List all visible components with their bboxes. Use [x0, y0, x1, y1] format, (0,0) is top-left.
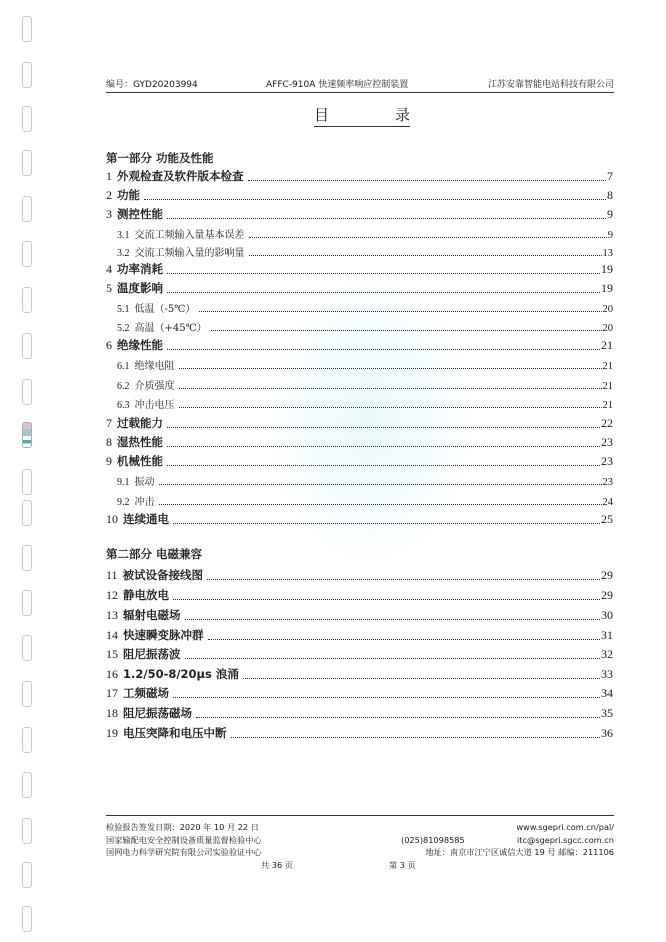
toc-entry[interactable]	[106, 627, 613, 643]
entry-label: 温度影响	[117, 281, 163, 295]
entry-label: 静电放电	[123, 588, 169, 602]
dot-leader	[167, 217, 606, 219]
binding-hole	[22, 635, 32, 661]
binding-hole	[22, 727, 32, 753]
entry-label: 冲击	[134, 497, 155, 508]
entry-page: 34	[601, 686, 613, 700]
entry-label: 介质强度	[134, 381, 175, 392]
entry-number: 6.3	[117, 400, 130, 411]
entry-number: 11	[106, 568, 118, 582]
dot-leader	[231, 736, 601, 738]
binding-hole	[22, 500, 32, 526]
issue-date: 检验报告签发日期：2020 年 10 月 22 日	[106, 822, 259, 832]
toc-entry[interactable]	[117, 318, 613, 334]
toc-entry[interactable]	[106, 261, 613, 277]
org-name-2: 国网电力科学研究院有限公司实验验证中心	[106, 847, 262, 857]
binding-hole	[22, 16, 32, 42]
dot-leader	[248, 179, 607, 181]
entry-page: 20	[602, 304, 613, 315]
entry-label: 电压突降和电压中断	[123, 726, 227, 740]
toc-entry[interactable]	[106, 685, 613, 701]
entry-number: 5.1	[117, 304, 130, 315]
phone-number: (025)81098585	[401, 835, 465, 845]
dot-leader	[173, 696, 600, 698]
dot-leader	[144, 198, 606, 200]
entry-label: 工频磁场	[123, 686, 169, 700]
dot-leader	[196, 716, 600, 718]
dot-leader	[173, 598, 600, 600]
page-number: 第 3 页	[389, 860, 416, 870]
entry-number: 9.2	[117, 497, 130, 508]
entry-number: 14	[106, 628, 118, 642]
toc-entry[interactable]	[106, 646, 613, 662]
dot-leader	[249, 236, 607, 238]
entry-label: 快速瞬变脉冲群	[123, 628, 204, 642]
binding-hole	[22, 196, 32, 222]
binding-hole	[22, 681, 32, 707]
binding-hole	[22, 469, 32, 495]
entry-label: 湿热性能	[117, 435, 163, 449]
entry-page: 32	[601, 647, 613, 661]
entry-number: 9.1	[117, 477, 130, 488]
entry-number: 1	[106, 169, 112, 183]
toc-entry[interactable]	[117, 376, 613, 392]
dot-leader	[179, 406, 602, 408]
entry-number: 19	[106, 726, 118, 740]
dot-leader	[173, 522, 600, 524]
binding-hole	[22, 772, 32, 798]
entry-number: 7	[106, 416, 112, 430]
toc-entry[interactable]	[106, 453, 613, 469]
entry-page: 25	[601, 512, 613, 526]
entry-number: 15	[106, 647, 118, 661]
dot-leader	[179, 387, 602, 389]
page-tab-marker	[22, 422, 32, 448]
dot-leader	[243, 677, 600, 679]
entry-number: 5	[106, 281, 112, 295]
report-number: 编号：GYD20203994	[106, 80, 198, 90]
entry-number: 18	[106, 706, 118, 720]
entry-number: 5.2	[117, 323, 130, 334]
toc-entry[interactable]	[117, 299, 613, 315]
toc-entry[interactable]	[106, 434, 613, 450]
entry-page: 7	[607, 169, 613, 183]
total-pages: 共 36 页	[261, 860, 293, 870]
entry-label: 冲击电压	[134, 400, 175, 411]
toc-entry[interactable]	[117, 225, 613, 241]
entry-page: 19	[601, 262, 613, 276]
toc-entry[interactable]	[106, 337, 613, 353]
binding-hole	[22, 241, 32, 267]
toc-entry[interactable]	[106, 607, 613, 623]
entry-page: 21	[601, 338, 613, 352]
binding-hole	[22, 333, 32, 359]
binding-hole	[22, 545, 32, 571]
entry-page: 30	[601, 608, 613, 622]
toc-entry[interactable]	[106, 567, 613, 583]
entry-number: 3.2	[117, 248, 130, 259]
email-link[interactable]: itc@sgepri.sgcc.com.cn	[517, 835, 614, 845]
entry-label: 功率消耗	[117, 262, 163, 276]
page-header	[106, 74, 614, 93]
binding-hole	[22, 906, 32, 932]
entry-page: 31	[601, 628, 613, 642]
entry-number: 8	[106, 435, 112, 449]
company-name: 江苏安靠智能电站科技有限公司	[487, 80, 614, 90]
entry-number: 12	[106, 588, 118, 602]
page-footer	[106, 815, 614, 870]
binding-hole	[22, 818, 32, 844]
toc-entry[interactable]	[117, 472, 613, 488]
entry-page: 23	[601, 454, 613, 468]
entry-number: 2	[106, 188, 112, 202]
dot-leader	[185, 618, 601, 620]
dot-leader	[167, 291, 600, 293]
binding-hole	[22, 287, 32, 313]
entry-number: 6.2	[117, 381, 130, 392]
entry-page: 36	[601, 726, 613, 740]
dot-leader	[159, 503, 602, 505]
dot-leader	[249, 254, 602, 256]
dot-leader	[207, 578, 600, 580]
entry-number: 16	[106, 667, 118, 681]
entry-page: 33	[601, 667, 613, 681]
toc-entry[interactable]	[117, 356, 613, 372]
binding-hole	[22, 106, 32, 132]
part1-heading: 第一部分 功能及性能	[106, 151, 214, 165]
entry-page: 19	[601, 281, 613, 295]
toc-entry[interactable]	[106, 666, 613, 682]
entry-page: 23	[602, 477, 613, 488]
toc-entry[interactable]	[117, 492, 613, 508]
toc-entry[interactable]	[106, 511, 613, 527]
page-title: 目 录	[314, 104, 410, 127]
toc-entry[interactable]	[117, 395, 613, 411]
entry-label: 连续通电	[123, 512, 169, 526]
toc-entry[interactable]	[106, 587, 613, 603]
address: 地址：南京市江宁区诚信大道 19 号 邮编：211106	[425, 847, 614, 857]
entry-label: 绝缘电阻	[134, 361, 175, 372]
entry-label: 阻尼振荡波	[123, 647, 181, 661]
entry-label: 绝缘性能	[117, 338, 163, 352]
dot-leader	[167, 464, 600, 466]
website-link[interactable]: www.sgepri.com.cn/pal/	[516, 822, 614, 832]
entry-label: 机械性能	[117, 454, 163, 468]
dot-leader	[211, 329, 602, 331]
entry-number: 6.1	[117, 361, 130, 372]
entry-label: 1.2/50-8/20μs 浪涌	[123, 667, 239, 681]
toc-entry[interactable]	[106, 280, 613, 296]
entry-page: 13	[602, 248, 613, 259]
entry-page: 21	[602, 361, 613, 372]
toc-entry[interactable]	[106, 206, 613, 222]
binding-hole	[22, 379, 32, 405]
product-name: AFFC-910A 快速频率响应控制装置	[266, 80, 409, 90]
entry-label: 测控性能	[117, 207, 163, 221]
entry-page: 9	[607, 230, 613, 241]
toc-entry[interactable]	[106, 168, 613, 184]
entry-number: 9	[106, 454, 112, 468]
entry-label: 功能	[117, 188, 140, 202]
dot-leader	[208, 638, 601, 640]
binding-hole	[22, 862, 32, 888]
entry-label: 阻尼振荡磁场	[123, 706, 192, 720]
part2-heading: 第二部分 电磁兼容	[106, 547, 203, 561]
entry-number: 3.1	[117, 230, 130, 241]
toc-entry[interactable]	[106, 725, 613, 741]
dot-leader	[167, 272, 600, 274]
entry-number: 4	[106, 262, 112, 276]
dot-leader	[199, 310, 601, 312]
entry-number: 17	[106, 686, 118, 700]
entry-page: 9	[607, 207, 613, 221]
entry-label: 辐射电磁场	[123, 608, 181, 622]
dot-leader	[179, 367, 602, 369]
toc-entry[interactable]	[106, 415, 613, 431]
entry-label: 被试设备接线图	[122, 568, 204, 582]
dot-leader	[159, 483, 602, 485]
entry-page: 23	[601, 435, 613, 449]
entry-page: 21	[602, 400, 613, 411]
dot-leader	[167, 445, 600, 447]
entry-label: 外观检查及软件版本检查	[117, 169, 244, 183]
org-name-1: 国家输配电安全控制设备质量监督检验中心	[106, 835, 262, 845]
entry-label: 低温（-5℃）	[134, 304, 196, 315]
entry-label: 振动	[134, 477, 155, 488]
entry-label: 过载能力	[117, 416, 163, 430]
toc-entry[interactable]	[106, 705, 613, 721]
dot-leader	[167, 426, 600, 428]
entry-number: 3	[106, 207, 112, 221]
entry-page: 21	[602, 381, 613, 392]
entry-page: 22	[601, 416, 613, 430]
entry-label: 交流工频输入量的影响量	[134, 248, 245, 259]
entry-page: 20	[602, 323, 613, 334]
dot-leader	[185, 657, 601, 659]
entry-page: 29	[601, 568, 613, 582]
binding-holes	[22, 0, 34, 942]
entry-page: 24	[602, 497, 613, 508]
dot-leader	[167, 348, 600, 350]
toc-entry[interactable]	[117, 243, 613, 259]
entry-page: 8	[607, 188, 613, 202]
entry-number: 13	[106, 608, 118, 622]
entry-number: 6	[106, 338, 112, 352]
entry-page: 29	[601, 588, 613, 602]
entry-number: 10	[106, 512, 118, 526]
entry-label: 交流工频输入量基本误差	[134, 230, 245, 241]
binding-hole	[22, 62, 32, 88]
entry-page: 35	[601, 706, 613, 720]
entry-label: 高温（+45℃）	[134, 323, 207, 334]
binding-hole	[22, 150, 32, 176]
binding-hole	[22, 590, 32, 616]
toc-entry[interactable]	[106, 187, 613, 203]
